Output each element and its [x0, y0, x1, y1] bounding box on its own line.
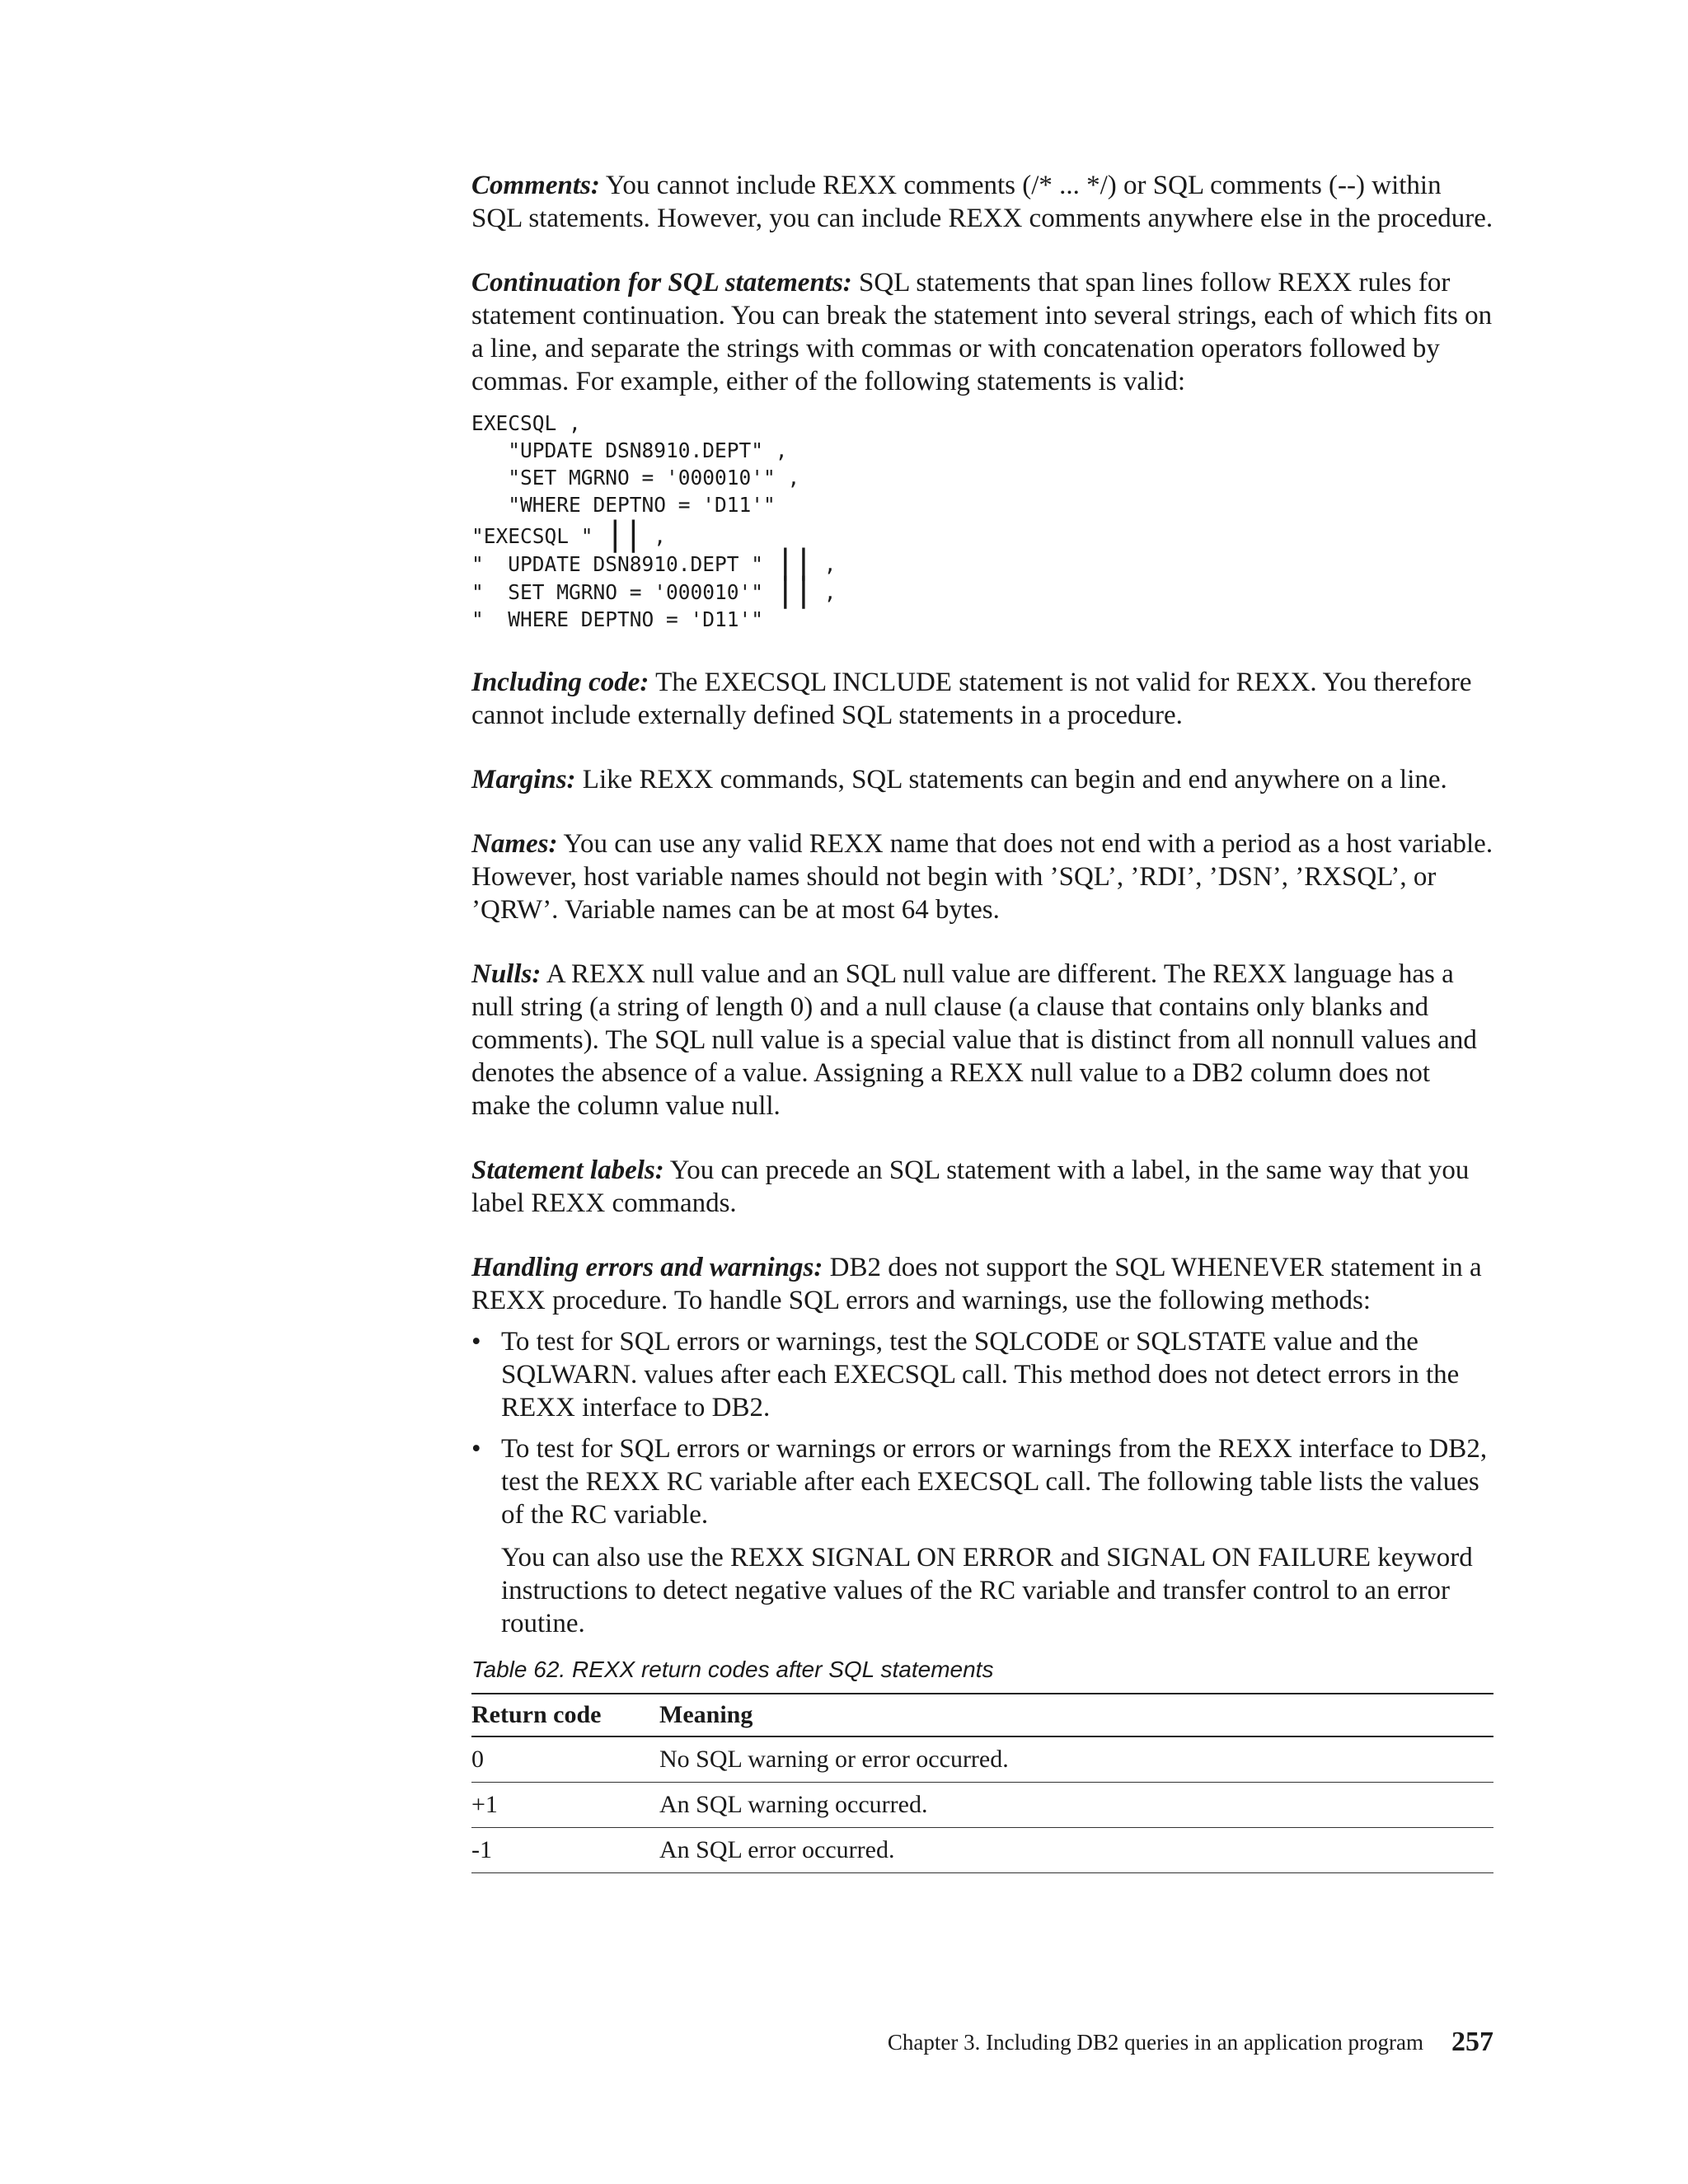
table-caption: Table 62. REXX return codes after SQL statements	[471, 1657, 994, 1682]
concat-operator: ||	[605, 515, 642, 553]
margins-term: Margins:	[471, 765, 576, 794]
continuation-term: Continuation for SQL statements:	[471, 268, 852, 298]
code-line: " UPDATE DSN8910.DEPT " || ,	[471, 543, 837, 581]
names-paragraph	[471, 827, 1493, 926]
return-code-cell: 0	[471, 1736, 659, 1783]
code-line: " SET MGRNO = '000010'" || ,	[471, 571, 837, 609]
list-item-subparagraph: You can also use the REXX SIGNAL ON ERROR and SIGNAL ON FAILURE keyword instructions to detect negative values of the RC variable and transfer control to an error routine.	[501, 1543, 1473, 1638]
including-paragraph	[471, 666, 1493, 732]
bullet-icon: •	[471, 1327, 481, 1357]
methods-list	[471, 1325, 1493, 1640]
code-example-1	[471, 410, 1493, 633]
meaning-cell: An SQL error occurred.	[659, 1828, 1493, 1873]
concat-operator: ||	[775, 543, 812, 581]
code-line: " WHERE DEPTNO = 'D11'"	[471, 607, 764, 631]
chapter-title: Chapter 3. Including DB2 queries in an application program	[887, 2030, 1423, 2055]
margins-paragraph	[471, 763, 1493, 796]
header-meaning: Meaning	[659, 1694, 1493, 1736]
comments-term: Comments:	[471, 171, 600, 200]
errors-text: DB2 does not support the SQL WHENEVER statement in a REXX procedure. To handle SQL errors and warnings, use the following methods:	[471, 1253, 1482, 1315]
meaning-cell: No SQL warning or error occurred.	[659, 1736, 1493, 1783]
labels-term: Statement labels:	[471, 1155, 664, 1185]
bullet-icon: •	[471, 1434, 481, 1464]
page-number: 257	[1451, 2027, 1493, 2057]
table-row	[471, 1828, 1493, 1873]
comments-paragraph	[471, 169, 1493, 235]
names-text: You can use any valid REXX name that does not end with a period as a host variable. However, host variable names should not begin with ’SQL’, ’RDI’, ’DSN’, ’RXSQL’, or ’QRW’. Variable names can be at most 64 bytes.	[471, 829, 1493, 925]
code-line: "WHERE DEPTNO = 'D11'"	[471, 493, 776, 517]
errors-term: Handling errors and warnings:	[471, 1253, 823, 1282]
header-return-code: Return code	[471, 1694, 659, 1736]
return-code-cell: +1	[471, 1783, 659, 1828]
labels-text: You can precede an SQL statement with a label, in the same way that you label REXX commands.	[471, 1155, 1470, 1218]
list-item	[471, 1432, 1493, 1640]
continuation-text: SQL statements that span lines follow REXX rules for statement continuation. You can break the statement into several strings, each of which fits on a line, and separate the strings with commas or with concatenation operators followed by commas. For example, either of the following statements is valid:	[471, 268, 1493, 396]
list-item-text: To test for SQL errors or warnings, test the SQLCODE or SQLSTATE value and the SQLWARN. values after each EXECSQL call. This method does not detect errors in the REXX interface to DB2.	[501, 1327, 1460, 1422]
nulls-term: Nulls:	[471, 959, 542, 989]
names-term: Names:	[471, 829, 558, 859]
code-line: "UPDATE DSN8910.DEPT" ,	[471, 438, 788, 462]
including-text: The EXECSQL INCLUDE statement is not valid for REXX. You therefore cannot include externally defined SQL statements in a procedure.	[471, 668, 1472, 730]
nulls-text: A REXX null value and an SQL null value are different. The REXX language has a null string (a string of length 0) and a null clause (a clause that contains only blanks and comments). The SQL null value is a special value that is distinct from all nonnull values and denotes the absence of a value. Assigning a REXX null value to a DB2 column does not make the column value null.	[471, 959, 1477, 1121]
list-item	[471, 1325, 1493, 1424]
return-code-cell: -1	[471, 1828, 659, 1873]
including-term: Including code:	[471, 668, 649, 697]
nulls-paragraph	[471, 958, 1493, 1122]
document-page	[471, 169, 1493, 1873]
labels-paragraph	[471, 1154, 1493, 1220]
code-line: "EXECSQL " || ,	[471, 515, 666, 553]
comments-text: You cannot include REXX comments (/* ... */) or SQL comments (--) within SQL statements. However, you can include REXX comments anywhere else in the procedure.	[471, 171, 1493, 233]
errors-paragraph	[471, 1251, 1493, 1317]
continuation-paragraph	[471, 266, 1493, 398]
table-header-row	[471, 1694, 1493, 1736]
code-line: EXECSQL ,	[471, 411, 581, 435]
table-row	[471, 1736, 1493, 1783]
return-codes-table	[471, 1693, 1493, 1873]
margins-text: Like REXX commands, SQL statements can begin and end anywhere on a line.	[582, 765, 1447, 794]
meaning-cell: An SQL warning occurred.	[659, 1783, 1493, 1828]
concat-operator: ||	[775, 571, 812, 609]
list-item-text: To test for SQL errors or warnings or errors or warnings from the REXX interface to DB2, test the REXX RC variable after each EXECSQL call. The following table lists the values of the RC variable.	[501, 1434, 1488, 1530]
code-line: "SET MGRNO = '000010'" ,	[471, 466, 800, 490]
table-row	[471, 1783, 1493, 1828]
page-footer	[888, 2026, 1493, 2059]
